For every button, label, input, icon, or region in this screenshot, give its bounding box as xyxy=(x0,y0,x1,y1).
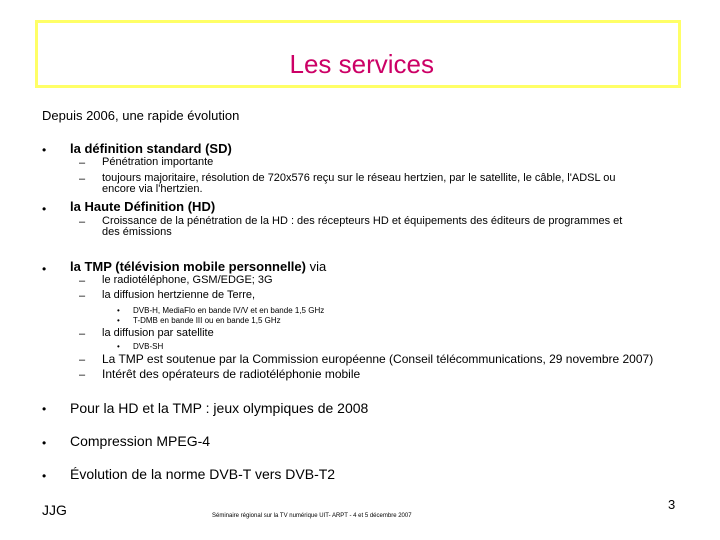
tmp-item-4: La TMP est soutenue par la Commission européenne (Conseil télécommunications, 29 novembre 2007) xyxy=(102,352,654,366)
terre-sub-2: T-DMB en bande III ou en bande 1,5 GHz xyxy=(133,316,281,325)
dash-hd-1: – xyxy=(79,216,86,228)
sd-item-2: toujours majoritaire, résolution de 720x576 reçu sur le réseau hertzien, par le satellite, le câble, l'ADSL ou xyxy=(102,172,616,184)
page-number: 3 xyxy=(668,497,676,512)
dot-sat-1: • xyxy=(117,342,120,351)
dash-tmp-4: – xyxy=(79,354,86,366)
slide-title: Les services xyxy=(289,49,434,79)
bullet-hd: • xyxy=(42,202,47,216)
dash-sd-2: – xyxy=(79,173,86,185)
tmp-item-5: Intérêt des opérateurs de radiotéléphonie mobile xyxy=(102,367,361,381)
dash-tmp-1: – xyxy=(79,275,86,287)
tmp-item-2: la diffusion hertzienne de Terre, xyxy=(102,289,256,301)
bottom-item-3: Évolution de la norme DVB-T vers DVB-T2 xyxy=(70,466,336,482)
sat-sub-1: DVB-SH xyxy=(133,342,164,351)
dot-terre-1: • xyxy=(117,306,120,315)
bullet-tmp: • xyxy=(42,262,47,276)
bottom-item-2: Compression MPEG-4 xyxy=(70,433,211,449)
intro-text: Depuis 2006, une rapide évolution xyxy=(42,108,240,123)
sd-item-1: Pénétration importante xyxy=(102,156,214,168)
section-hd-label: la Haute Définition (HD) xyxy=(70,199,216,214)
footer-event: Séminaire régional sur la TV numérique UIT- ARPT - 4 et 5 décembre 2007 xyxy=(212,513,412,519)
title-box xyxy=(35,20,681,88)
bullet-sd: • xyxy=(42,143,47,157)
dash-tmp-2: – xyxy=(79,290,86,302)
footer-author: JJG xyxy=(42,502,67,518)
bullet-bottom-2: • xyxy=(42,436,47,450)
hd-item-1: Croissance de la pénétration de la HD : des récepteurs HD et équipements des éditeurs de programmes et xyxy=(102,215,623,227)
section-sd-label: la définition standard (SD) xyxy=(70,141,232,156)
sd-item-2-cont: encore via l'hertzien. xyxy=(102,183,203,195)
tmp-label-rest: via xyxy=(305,259,327,274)
dash-sd-1: – xyxy=(79,157,86,169)
section-tmp-label xyxy=(70,259,326,274)
bottom-item-1: Pour la HD et la TMP : jeux olympiques de 2008 xyxy=(70,400,369,416)
bullet-bottom-1: • xyxy=(42,402,47,416)
tmp-label-bold: la TMP (télévision mobile personnelle) xyxy=(70,259,306,274)
bullet-bottom-3: • xyxy=(42,469,47,483)
dash-tmp-3: – xyxy=(79,328,86,340)
hd-item-1-cont: des émissions xyxy=(102,226,172,238)
dot-terre-2: • xyxy=(117,316,120,325)
tmp-item-1: le radiotéléphone, GSM/EDGE; 3G xyxy=(102,274,273,286)
terre-sub-1: DVB-H, MediaFlo en bande IV/V et en bande 1,5 GHz xyxy=(133,306,325,315)
dash-tmp-5: – xyxy=(79,369,86,381)
tmp-item-3: la diffusion par satellite xyxy=(102,327,214,339)
